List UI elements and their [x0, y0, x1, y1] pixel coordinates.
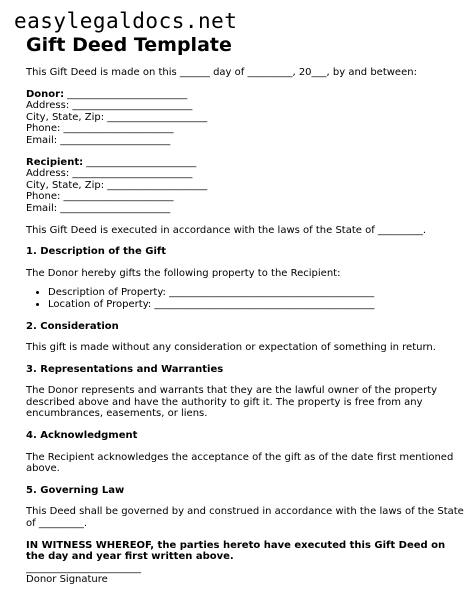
- recipient-name-blank: ______________________: [83, 156, 197, 168]
- section-5-heading: 5. Governing Law: [26, 484, 125, 496]
- list-item: • Location of Property: ____________________________________________: [48, 299, 466, 311]
- page-title: Gift Deed Template: [26, 34, 232, 56]
- executed-paragraph: This Gift Deed is executed in accordance with the laws of the State of _________.: [26, 224, 427, 236]
- section-3-body: The Donor represents and warrants that they are the lawful owner of the property described above and have the authority to gift it. The property is free from any encumbrances, easements, or liens.: [26, 385, 438, 420]
- gift-property-list: [26, 287, 466, 310]
- intro-paragraph: This Gift Deed is made on this ______ day of _________, 20___, by and between:: [26, 67, 417, 78]
- section-1-body: The Donor hereby gifts the following property to the Recipient:: [26, 267, 341, 279]
- donor-signature-label: Donor Signature: [26, 574, 108, 586]
- donor-name-blank: ________________________: [64, 88, 188, 100]
- document-body: [26, 67, 466, 586]
- recipient-phone: Phone: ______________________: [26, 191, 174, 203]
- recipient-block: [26, 157, 466, 215]
- donor-label: Donor:: [26, 88, 65, 100]
- donor-address: Address: ________________________: [26, 100, 193, 112]
- section-3-heading: 3. Representations and Warranties: [26, 363, 224, 375]
- list-item: • Description of Property: _________________________________________: [48, 287, 466, 299]
- recipient-label: Recipient:: [26, 156, 84, 168]
- recipient-name-line: [26, 157, 466, 169]
- recipient-email: Email: ______________________: [26, 202, 171, 214]
- section-2-heading: 2. Consideration: [26, 320, 119, 332]
- witness-clause: IN WITNESS WHEREOF, the parties hereto have executed this Gift Deed on the day and year first written above.: [26, 539, 446, 563]
- section-1-heading: 1. Description of the Gift: [26, 246, 167, 258]
- section-4-body: The Recipient acknowledges the acceptance of the gift as of the date first mentioned above.: [26, 451, 454, 475]
- section-2-body: This gift is made without any consideration or expectation of something in return.: [26, 342, 436, 354]
- section-4-heading: 4. Acknowledgment: [26, 430, 138, 442]
- donor-block: [26, 89, 466, 147]
- donor-email: Email: ______________________: [26, 134, 171, 146]
- recipient-address: Address: ________________________: [26, 168, 193, 180]
- recipient-city-state-zip: City, State, Zip: ____________________: [26, 179, 208, 191]
- signature-line: _______________________: [26, 562, 141, 574]
- site-name: easylegaldocs.net: [14, 9, 238, 33]
- donor-city-state-zip: City, State, Zip: ____________________: [26, 111, 208, 123]
- donor-name-line: [26, 89, 466, 101]
- donor-phone: Phone: ______________________: [26, 123, 174, 135]
- section-5-body: This Deed shall be governed by and construed in accordance with the laws of the State of _________.: [26, 506, 464, 530]
